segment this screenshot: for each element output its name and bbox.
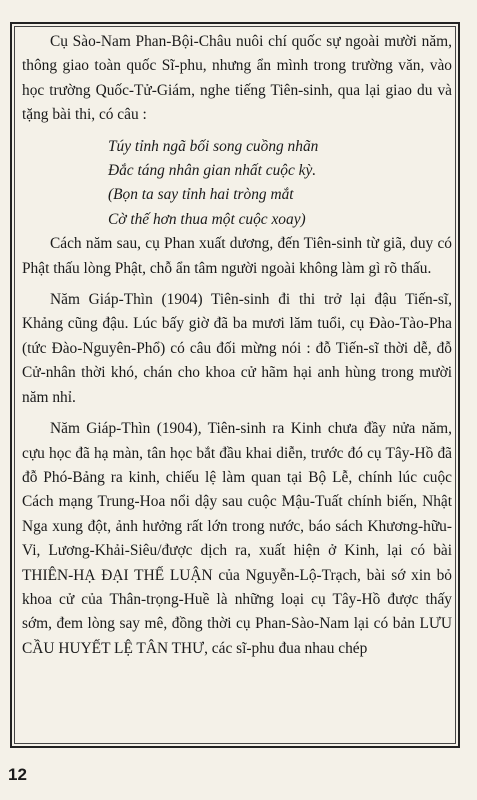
poem-line: Đắc táng nhân gian nhất cuộc kỳ. [108,162,317,180]
page-body [22,30,452,661]
paragraph-4: Năm Giáp-Thìn (1904), Tiên-sinh ra Kinh chưa đầy nửa năm, cựu học đã hạ màn, tân học bắt đầu khai diễn, trước đó cụ Tây-Hồ đã đỗ Phó-Bảng ra kinh, chiếu lệ làm quan tại Bộ Lễ, chính lúc cuộc Cách mạng Trung-Hoa nổi dậy sau cuộc Mậu-Tuất chính biến, Nhật Nga xung đột, ảnh hưởng rất lớn trong nước, báo sách Khương-hữu-Vi, Lương-Khải-Siêu/được dịch ra, xuất hiện ở Kinh, lại có bài THIÊN-HẠ ĐẠI THẾ LUẬN của Nguyễn-Lộ-Trạch, bài sớ xin bỏ khoa cử của Thân-trọng-Huề là những loại cụ Tây-Hồ được thấy sớm, đem lòng say mê, đồng thời cụ Phan-Sào-Nam lại có bản LƯU CẦU HUYẾT LỆ TÂN THƯ, các sĩ-phu đua nhau chép [22,420,452,657]
paragraph-2: Cách năm sau, cụ Phan xuất dương, đến Tiên-sinh từ giã, duy có Phật thấu lòng Phật, chỗ ẩn tâm người ngoài không làm gì rõ thấu. [22,235,452,277]
poem-line: Túy tỉnh ngã bối song cuồng nhãn [108,137,319,155]
poem-line: (Bọn ta say tỉnh hai tròng mắt [108,186,294,204]
poem-line: Cờ thế hơn thua một cuộc xoay) [108,210,306,228]
poem-block [108,135,452,233]
paragraph-3: Năm Giáp-Thìn (1904) Tiên-sinh đi thi trở lại đậu Tiến-sĩ, Khảng cũng đậu. Lúc bấy giờ đã ba mươi lăm tuổi, cụ Đào-Tào-Pha (tức Đào-Nguyên-Phổ) có câu đối mừng nói : đỗ Tiến-sĩ thời dễ, đỗ Cử-nhân thời khó, chán cho khoa cử hãm hại anh hùng trong mười năm nhỉ. [22,291,452,406]
page-number: 12 [8,765,27,784]
paragraph-1: Cụ Sào-Nam Phan-Bội-Châu nuôi chí quốc sự ngoài mười năm, thông giao toàn quốc Sĩ-phu, nhưng ẩn mình trong trường văn, vào học trường Quốc-Tử-Giám, nghe tiếng Tiên-sinh, qua lại giao du và tặng bài thi, có câu : [22,33,452,124]
